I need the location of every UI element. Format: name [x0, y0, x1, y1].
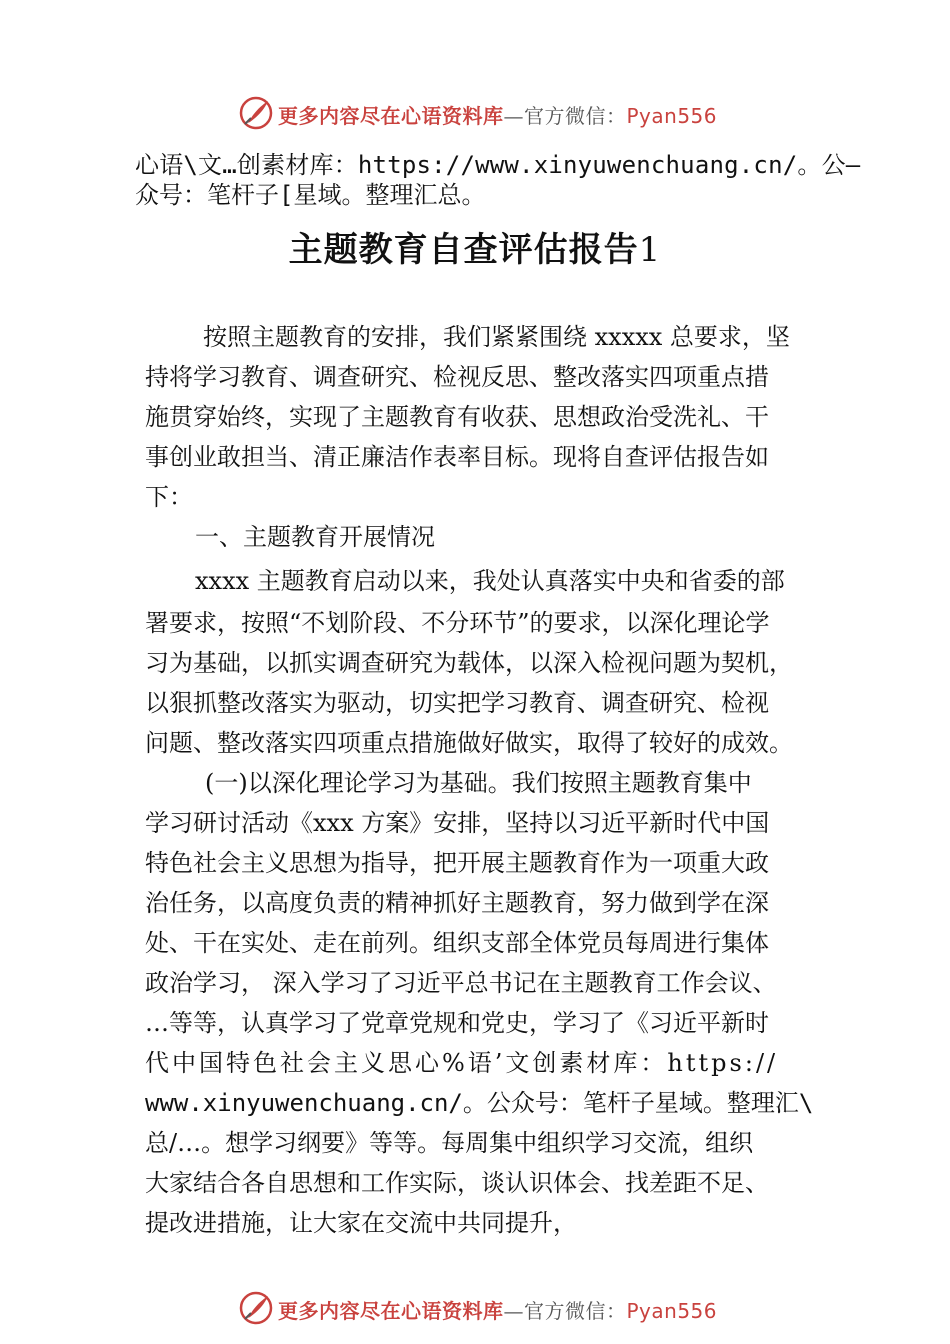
banner-dash: —: [503, 1299, 524, 1323]
banner-prefix: 更多内容尽在心语资料库: [278, 104, 504, 128]
body-line: 处、干在实处、走在前列。组织支部全体党员每周进行集体: [145, 929, 769, 957]
document-title: [0, 222, 950, 271]
banner-wechat-id: Pyan556: [626, 1299, 718, 1323]
body-line: 治任务，以高度负责的精神抓好主题教育，努力做到学在深: [145, 889, 769, 917]
body-line: 代中国特色社会主义思心%语’文创素材库：https://: [145, 1049, 779, 1077]
footer-banner: [0, 1289, 950, 1329]
body-line: 署要求，按照“不划阶段、不分环节”的要求，以深化理论学: [145, 609, 770, 637]
body-line: 总/…。想学习纲要》等等。每周集中组织学习交流，组织: [145, 1129, 754, 1157]
title-number: 1: [638, 230, 662, 270]
title-main: 主题教育自查评估报告: [288, 230, 639, 270]
banner-prefix: 更多内容尽在心语资料库: [278, 1299, 504, 1323]
banner-text: [278, 1295, 717, 1324]
body-line: 大家结合各自思想和工作实际，谈认识体会、找差距不足、: [145, 1169, 769, 1197]
banner-dash: —: [503, 104, 524, 128]
body-line: 学习研讨活动《xxx 方案》安排，坚持以习近平新时代中国: [145, 809, 770, 837]
body-line: 政治学习， 深入学习了习近平总书记在主题教育工作会议、: [145, 969, 777, 997]
body-line: 持将学习教育、调查研究、检视反思、整改落实四项重点措: [145, 363, 769, 391]
body-line: 事创业敢担当、清正廉洁作表率目标。现将自查评估报告如: [145, 443, 769, 471]
body-line: www.xinyuwenchuang.cn/。公众号：笔杆子星域。整理汇\: [145, 1089, 814, 1117]
header-banner: [0, 94, 950, 134]
body-line: 施贯穿始终，实现了主题教育有收获、思想政治受洗礼、干: [145, 403, 769, 431]
section-heading: 一、主题教育开展情况: [195, 523, 435, 551]
quill-logo-icon: [239, 96, 273, 130]
body-line: xxxx 主题教育启动以来，我处认真落实中央和省委的部: [195, 567, 785, 595]
body-line: …等等，认真学习了党章党规和党史，学习了《习近平新时: [145, 1009, 769, 1037]
banner-wechat-id: Pyan556: [626, 104, 718, 128]
quill-logo-icon: [239, 1291, 273, 1325]
banner-official: 官方微信：: [524, 104, 627, 128]
banner-official: 官方微信：: [524, 1299, 627, 1323]
body-line: 提改进措施，让大家在交流中共同提升，: [145, 1209, 577, 1237]
body-line: 以狠抓整改落实为驱动，切实把学习教育、调查研究、检视: [145, 689, 769, 717]
subsection-heading: (一)以深化理论学习为基础。我们按照主题教育集中: [205, 769, 752, 797]
body-line: 问题、整改落实四项重点措施做好做实，取得了较好的成效。: [145, 729, 793, 757]
body-line: 下：: [145, 483, 193, 511]
body-line: 习为基础，以抓实调查研究为载体，以深入检视问题为契机，: [145, 649, 793, 677]
source-line-2: 众号：笔杆子[星域。整理汇总。: [135, 181, 486, 209]
banner-text: [278, 100, 717, 129]
body-line: 按照主题教育的安排，我们紧紧围绕 xxxxx 总要求，坚: [203, 323, 790, 351]
source-line-1: 心语\文…创素材库：https://www.xinyuwenchuang.cn/。公—: [135, 151, 861, 179]
body-line: 特色社会主义思想为指导，把开展主题教育作为一项重大政: [145, 849, 769, 877]
